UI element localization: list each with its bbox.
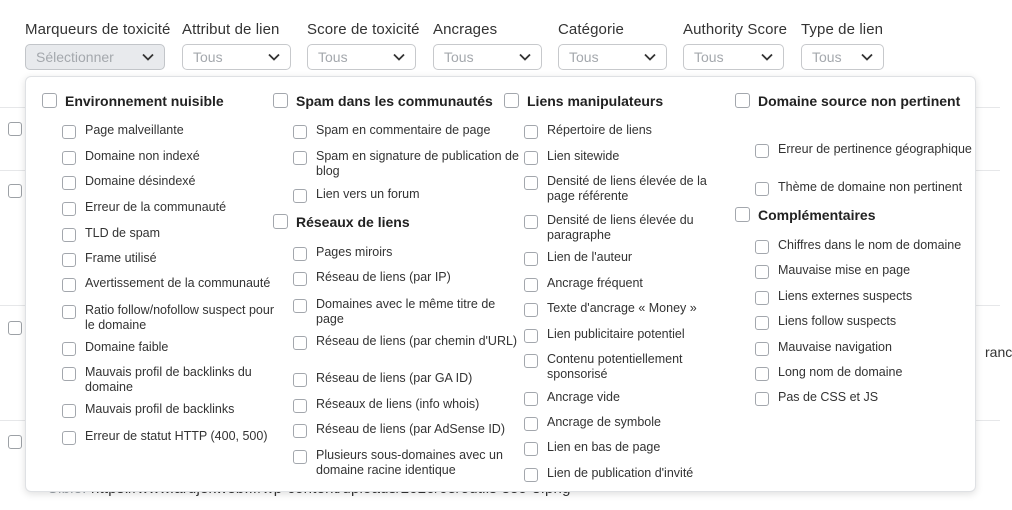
marker-label[interactable]: Domaine non indexé <box>85 149 200 163</box>
marker-label[interactable]: Long nom de domaine <box>778 365 903 379</box>
marker-checkbox[interactable] <box>62 431 76 445</box>
marker-label[interactable]: Page malveillante <box>85 123 184 137</box>
marker-checkbox[interactable] <box>62 305 76 319</box>
group-checkbox[interactable] <box>735 93 750 108</box>
marker-label[interactable]: Ancrage de symbole <box>547 415 661 429</box>
marker-checkbox[interactable] <box>524 329 538 343</box>
marker-checkbox[interactable] <box>524 392 538 406</box>
filter-label: Attribut de lien <box>182 21 280 38</box>
marker-checkbox[interactable] <box>62 151 76 165</box>
marker-checkbox[interactable] <box>62 228 76 242</box>
marker-label[interactable]: Domaines avec le même titre de page <box>316 297 496 326</box>
marker-checkbox[interactable] <box>293 450 307 464</box>
marker-label[interactable]: Thème de domaine non pertinent <box>778 180 963 194</box>
marker-label[interactable]: TLD de spam <box>85 226 161 240</box>
select-value: Tous <box>694 49 724 65</box>
marker-checkbox[interactable] <box>293 272 307 286</box>
link-type-select[interactable] <box>801 44 884 70</box>
marker-label[interactable]: Plusieurs sous-domaines avec un domaine racine identique <box>316 448 503 477</box>
filter-label: Marqueurs de toxicité <box>25 21 171 38</box>
marker-label[interactable]: Spam en signature de publication de blog <box>316 149 519 178</box>
group-title: Réseaux de liens <box>296 214 410 230</box>
chevron-down-icon <box>142 51 154 63</box>
group-title: Liens manipulateurs <box>527 93 664 109</box>
marker-label[interactable]: Liens externes suspects <box>778 289 913 303</box>
marker-checkbox[interactable] <box>62 367 76 381</box>
marker-checkbox[interactable] <box>62 342 76 356</box>
marker-checkbox[interactable] <box>524 354 538 368</box>
marker-label[interactable]: Erreur de la communauté <box>85 200 227 214</box>
marker-checkbox[interactable] <box>62 404 76 418</box>
group-checkbox[interactable] <box>273 214 288 229</box>
row-checkbox[interactable] <box>8 321 22 335</box>
filter-label: Score de toxicité <box>307 21 420 38</box>
select-all-checkbox[interactable] <box>8 122 22 136</box>
marker-label[interactable]: Densité de liens élevée du paragraphe <box>547 213 694 242</box>
select-value: Tous <box>318 49 348 65</box>
filter-label: Ancrages <box>433 21 498 38</box>
marker-checkbox[interactable] <box>524 278 538 292</box>
marker-label[interactable]: Lien publicitaire potentiel <box>547 327 685 341</box>
filter-category <box>558 20 624 65</box>
group-checkbox[interactable] <box>42 93 57 108</box>
marker-checkbox[interactable] <box>755 144 769 158</box>
select-value: Tous <box>569 49 599 65</box>
category-select[interactable] <box>558 44 667 70</box>
marker-checkbox[interactable] <box>755 291 769 305</box>
marker-checkbox[interactable] <box>524 417 538 431</box>
marker-checkbox[interactable] <box>293 299 307 313</box>
marker-checkbox[interactable] <box>293 424 307 438</box>
marker-checkbox[interactable] <box>62 278 76 292</box>
marker-checkbox[interactable] <box>755 367 769 381</box>
anchors-select[interactable] <box>433 44 542 70</box>
toxicity-markers-select[interactable] <box>25 44 165 70</box>
marker-label[interactable]: Densité de liens élevée de la page référente <box>547 174 707 203</box>
filter-bar <box>0 0 1000 80</box>
marker-checkbox[interactable] <box>293 336 307 350</box>
chevron-down-icon <box>861 51 873 63</box>
marker-label[interactable]: Liens follow suspects <box>778 314 897 328</box>
marker-checkbox[interactable] <box>524 442 538 456</box>
marker-checkbox[interactable] <box>524 125 538 139</box>
marker-checkbox[interactable] <box>755 265 769 279</box>
marker-checkbox[interactable] <box>524 252 538 266</box>
marker-checkbox[interactable] <box>293 399 307 413</box>
marker-label[interactable]: Mauvais profil de backlinks du domaine <box>85 365 252 394</box>
toxicity-markers-dropdown <box>25 76 976 492</box>
select-value: Tous <box>193 49 223 65</box>
marker-label[interactable]: Domaine désindexé <box>85 174 196 188</box>
filter-link-attribute <box>182 20 280 65</box>
marker-checkbox[interactable] <box>62 202 76 216</box>
chevron-down-icon <box>519 51 531 63</box>
marker-label[interactable]: Lien en bas de page <box>547 440 661 454</box>
marker-checkbox[interactable] <box>293 151 307 165</box>
marker-checkbox[interactable] <box>755 240 769 254</box>
filter-label: Catégorie <box>558 21 624 38</box>
group-checkbox[interactable] <box>273 93 288 108</box>
marker-label[interactable]: Pas de CSS et JS <box>778 390 879 404</box>
marker-checkbox[interactable] <box>62 176 76 190</box>
filter-label: Authority Score <box>683 21 788 38</box>
marker-label[interactable]: Chiffres dans le nom de domaine <box>778 238 962 252</box>
group-title: Spam dans les communautés <box>296 93 493 109</box>
row-checkbox[interactable] <box>8 435 22 449</box>
select-value: Tous <box>812 49 842 65</box>
marker-label[interactable]: Répertoire de liens <box>547 123 652 137</box>
group-title: Domaine source non pertinent <box>758 93 961 109</box>
marker-label[interactable]: Contenu potentiellement sponsorisé <box>547 352 683 381</box>
marker-label[interactable]: Lien sitewide <box>547 149 620 163</box>
marker-checkbox[interactable] <box>524 303 538 317</box>
group-checkbox[interactable] <box>504 93 519 108</box>
marker-checkbox[interactable] <box>293 189 307 203</box>
marker-label[interactable]: Avertissement de la communauté <box>85 276 271 290</box>
group-checkbox[interactable] <box>735 207 750 222</box>
marker-checkbox[interactable] <box>755 392 769 406</box>
toxicity-score-select[interactable] <box>307 44 416 70</box>
marker-label[interactable]: Mauvaise mise en page <box>778 263 911 277</box>
marker-label[interactable]: Domaine faible <box>85 340 169 354</box>
marker-checkbox[interactable] <box>62 125 76 139</box>
chevron-down-icon <box>268 51 280 63</box>
filter-link-type <box>801 20 884 65</box>
marker-checkbox[interactable] <box>524 468 538 482</box>
marker-label[interactable]: Ancrage fréquent <box>547 276 643 290</box>
truncated-cell-text: ranc <box>985 344 1012 360</box>
marker-checkbox[interactable] <box>293 247 307 261</box>
chevron-down-icon <box>393 51 405 63</box>
group-title: Complémentaires <box>758 207 876 223</box>
marker-label[interactable]: Pages miroirs <box>316 245 393 259</box>
marker-label[interactable]: Erreur de pertinence géographique <box>778 142 972 156</box>
marker-label[interactable]: Spam en commentaire de page <box>316 123 491 137</box>
marker-checkbox[interactable] <box>293 373 307 387</box>
chevron-down-icon <box>761 51 773 63</box>
marker-label[interactable]: Lien vers un forum <box>316 187 420 201</box>
marker-label[interactable]: Réseau de liens (par chemin d'URL) <box>316 334 518 348</box>
chevron-down-icon <box>644 51 656 63</box>
filter-toxicity-markers <box>25 20 171 65</box>
marker-checkbox[interactable] <box>755 182 769 196</box>
marker-checkbox[interactable] <box>524 176 538 190</box>
group-title: Environnement nuisible <box>65 93 224 109</box>
marker-label[interactable]: Réseau de liens (par GA ID) <box>316 371 473 385</box>
filter-toxicity-score <box>307 20 420 65</box>
marker-label[interactable]: Erreur de statut HTTP (400, 500) <box>85 429 268 443</box>
marker-checkbox[interactable] <box>755 316 769 330</box>
filter-anchors <box>433 20 498 65</box>
row-checkbox[interactable] <box>8 184 22 198</box>
marker-checkbox[interactable] <box>62 253 76 267</box>
select-value: Tous <box>444 49 474 65</box>
marker-label[interactable]: Lien de l'auteur <box>547 250 633 264</box>
marker-label[interactable]: Réseaux de liens (info whois) <box>316 397 480 411</box>
marker-label[interactable]: Lien de publication d'invité <box>547 466 694 480</box>
marker-checkbox[interactable] <box>524 215 538 229</box>
select-value: Sélectionner <box>36 49 114 65</box>
marker-label[interactable]: Réseau de liens (par AdSense ID) <box>316 422 505 436</box>
marker-label[interactable]: Frame utilisé <box>85 251 157 265</box>
marker-label[interactable]: Mauvaise navigation <box>778 340 892 354</box>
marker-label[interactable]: Ancrage vide <box>547 390 620 404</box>
authority-score-select[interactable] <box>683 44 784 70</box>
marker-checkbox[interactable] <box>755 342 769 356</box>
filter-label: Type de lien <box>801 21 884 38</box>
marker-label[interactable]: Mauvais profil de backlinks <box>85 402 235 416</box>
filter-authority-score <box>683 20 788 65</box>
link-attribute-select[interactable] <box>182 44 291 70</box>
marker-label[interactable]: Réseau de liens (par IP) <box>316 270 451 284</box>
marker-checkbox[interactable] <box>524 151 538 165</box>
marker-label[interactable]: Texte d'ancrage « Money » <box>547 301 697 315</box>
marker-checkbox[interactable] <box>293 125 307 139</box>
marker-label[interactable]: Ratio follow/nofollow suspect pour le domaine <box>85 303 274 332</box>
